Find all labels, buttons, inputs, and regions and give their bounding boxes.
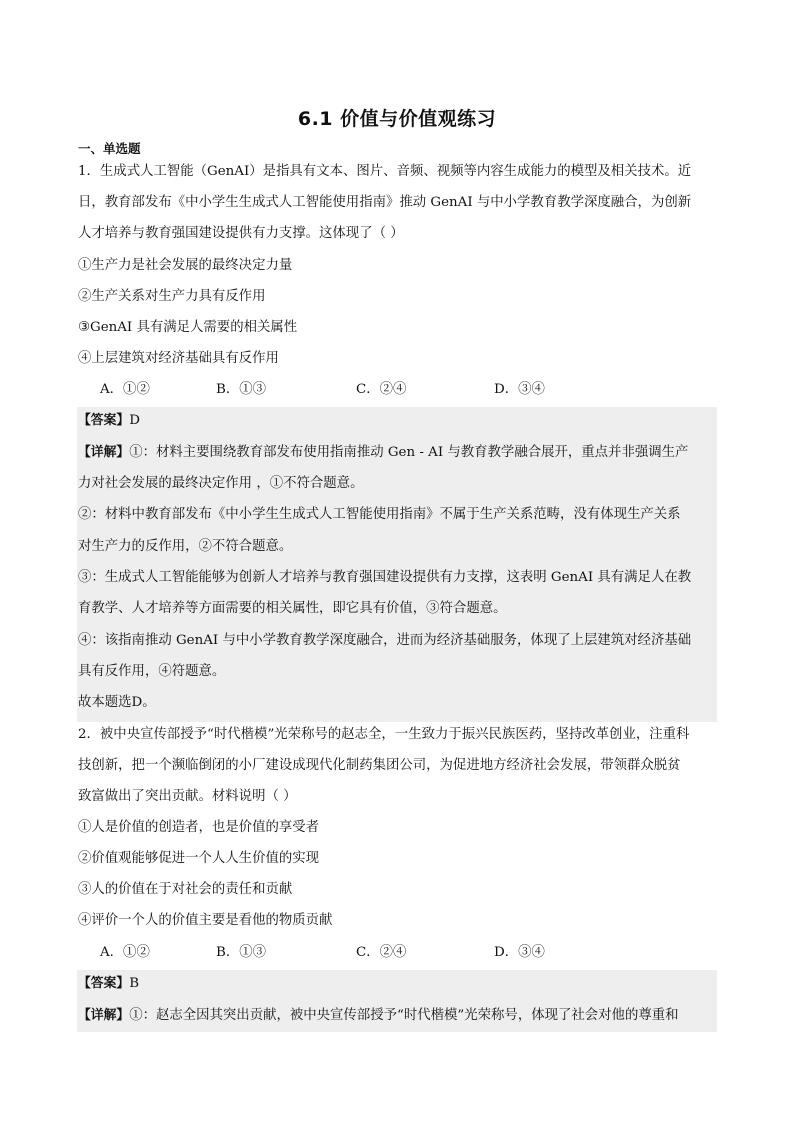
q1-option-c: C．②④ [356,382,407,397]
answer-label: 【答案】 [78,976,130,991]
answer-value: B [129,976,140,991]
q2-stem-line: 致富做出了突出贡献。材料说明（ ） [78,789,297,804]
answer-value: D [129,413,140,428]
q1-item: ①生产力是社会发展的最终决定力量 [78,258,293,273]
q2-answer [78,974,139,994]
q2-item: ①人是价值的创造者，也是价值的享受者 [78,820,320,835]
q1-detail-line: 对生产力的反作用，②不符合题意。 [78,539,293,554]
q1-detail-line: 力对社会发展的最终决定作用 ，①不符合题意。 [78,476,364,491]
q1-option-d: D．③④ [494,382,545,397]
q1-options [100,380,545,400]
detail-label: 【详解】 [78,1008,130,1023]
page-title: 6.1 价值与价值观练习 [297,108,497,130]
q1-conclusion: 故本题选D。 [78,695,156,710]
detail-text: ①：材料主要围绕教育部发布使用指南推动 Gen - AI 与教育教学融合展开，重点并非强调生产 [129,445,689,460]
q1-detail-line: ③：生成式人工智能能够为创新人才培养与教育强国建设提供有力支撑，这表明 GenAI 具有满足人在教 [78,570,692,585]
detail-text: ①：赵志全因其突出贡献，被中央宣传部授予“时代楷模”光荣称号，体现了社会对他的尊重和 [129,1008,679,1023]
q1-stem-line: 1．生成式人工智能（GenAI）是指具有文本、图片、音频、视频等内容生成能力的模型及相关技术。近 [78,164,692,179]
q1-option-a: A．①② [100,382,150,397]
q2-item: ④评价一个人的价值主要是看他的物质贡献 [78,913,333,928]
q1-detail-line: 具有反作用，④符题意。 [78,664,226,679]
q2-detail-line [78,1006,679,1026]
q1-option-b: B．①③ [216,382,267,397]
q2-options [100,943,545,963]
section-heading: 一、单选题 [78,141,141,156]
q1-item: ③GenAI 具有满足人需要的相关属性 [78,320,298,335]
q1-detail-line: ④：该指南推动 GenAI 与中小学教育教学深度融合，进而为经济基础服务，体现了上层建筑对经济基础 [78,633,692,648]
detail-label: 【详解】 [78,445,130,460]
q2-option-c: C．②④ [356,945,407,960]
answer-label: 【答案】 [78,413,130,428]
q1-stem-line: 日，教育部发布《中小学生生成式人工智能使用指南》推动 GenAI 与中小学教育教学深度融合，为创新 [78,195,692,210]
q1-item: ②生产关系对生产力具有反作用 [78,289,266,304]
q1-detail-line [78,443,688,463]
q2-stem-line: 技创新，把一个濒临倒闭的小厂建设成现代化制药集团公司，为促进地方经济社会发展，带领群众脱贫 [78,758,681,773]
q1-item: ④上层建筑对经济基础具有反作用 [78,351,279,366]
q2-option-b: B．①③ [216,945,267,960]
q2-option-a: A．①② [100,945,150,960]
q2-stem-line: 2．被中央宣传部授予“时代楷模”光荣称号的赵志全，一生致力于振兴民族医药，坚持改革创业，注重科 [78,727,690,742]
q1-detail-line: 育教学、人才培养等方面需要的相关属性，即它具有价值，③符合题意。 [78,601,507,616]
q2-item: ②价值观能够促进一个人人生价值的实现 [78,851,320,866]
q1-answer [78,411,140,431]
q2-item: ③人的价值在于对社会的责任和贡献 [78,882,293,897]
q1-detail-line: ②：材料中教育部发布《中小学生生成式人工智能使用指南》不属于生产关系范畴，没有体现生产关系 [78,507,681,522]
q1-stem-line: 人才培养与教育强国建设提供有力支撑。这体现了（ ） [78,226,404,241]
q2-option-d: D．③④ [494,945,545,960]
